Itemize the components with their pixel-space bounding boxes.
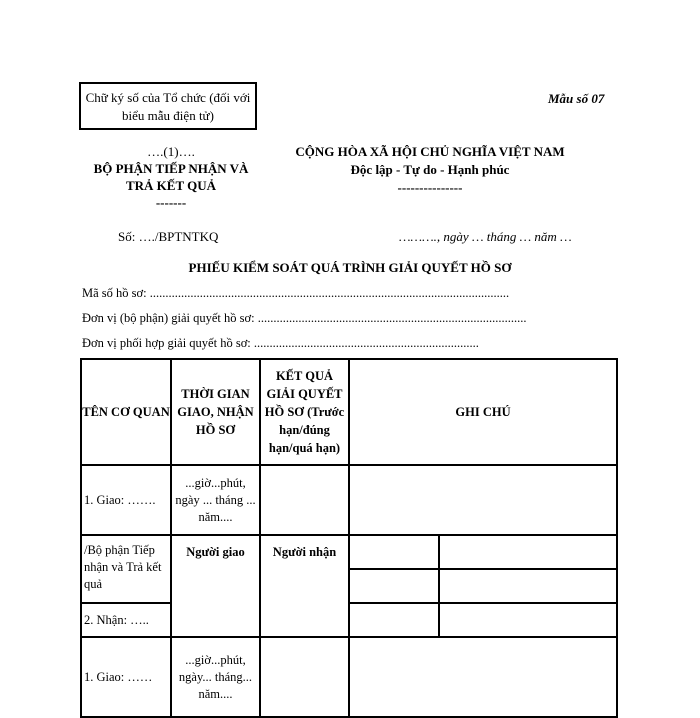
note-cell — [349, 569, 439, 603]
document-date: ………., ngày … tháng … năm … — [399, 229, 572, 244]
page-title: PHIẾU KIỂM SOÁT QUÁ TRÌNH GIẢI QUYẾT HỒ SƠ — [188, 260, 512, 275]
control-table — [80, 358, 618, 718]
form-number: Mẫu số 07 — [548, 91, 605, 106]
receiver-label: Người nhận — [260, 535, 349, 637]
header-note: GHI CHÚ — [349, 359, 617, 465]
row1-result — [260, 465, 349, 535]
row4-time: ...giờ...phút, ngày... tháng... năm.... — [171, 637, 260, 717]
row1-note — [349, 465, 617, 535]
giver-label: Người giao — [171, 535, 260, 637]
table-row — [81, 637, 617, 717]
row2-agency: /Bộ phận Tiếp nhận và Trả kết quả — [81, 535, 171, 603]
table-row — [81, 465, 617, 535]
agency-placeholder: ….(1)…. — [147, 144, 195, 159]
handling-unit-field: Đơn vị (bộ phận) giải quyết hồ sơ: ...................................................................................... — [82, 311, 527, 325]
header-agency: TÊN CƠ QUAN — [81, 359, 171, 465]
note-cell — [439, 603, 617, 637]
right-header-divider: --------------- — [397, 180, 463, 195]
row4-result — [260, 637, 349, 717]
row1-time: ...giờ...phút, ngày ... tháng ... năm.... — [171, 465, 260, 535]
national-header — [280, 143, 580, 197]
row1-agency: 1. Giao: ……. — [81, 465, 171, 535]
department-name-line2: TRẢ KẾT QUẢ — [125, 178, 217, 193]
file-code-field: Mã số hồ sơ: ................................................................................................................... — [82, 286, 510, 300]
left-header-divider: ------- — [155, 195, 187, 210]
coordinating-unit-field: Đơn vị phối hợp giải quyết hồ sơ: ........................................................................ — [82, 336, 479, 350]
left-header — [80, 143, 262, 211]
table-row — [81, 535, 617, 569]
note-cell — [349, 603, 439, 637]
header-time: THỜI GIAN GIAO, NHẬN HỒ SƠ — [171, 359, 260, 465]
department-name-line1: BỘ PHẬN TIẾP NHẬN VÀ — [93, 161, 249, 176]
table-row — [81, 603, 617, 637]
note-cell — [439, 535, 617, 569]
row4-note — [349, 637, 617, 717]
signature-box: Chữ ký số của Tổ chức (đối với biểu mẫu điện tử) — [79, 82, 257, 130]
row4-agency: 1. Giao: …… — [81, 637, 171, 717]
national-motto: Độc lập - Tự do - Hạnh phúc — [350, 162, 510, 177]
note-cell — [439, 569, 617, 603]
note-cell — [349, 535, 439, 569]
header-result: KẾT QUẢ GIẢI QUYẾT HỒ SƠ (Trước hạn/đúng hạn/quá hạn) — [260, 359, 349, 465]
country-name: CỘNG HÒA XÃ HỘI CHỦ NGHĨA VIỆT NAM — [295, 144, 565, 159]
document-number: Số: …./BPTNTKQ — [118, 229, 219, 244]
row3-agency: 2. Nhận: ….. — [81, 603, 171, 637]
table-header-row — [81, 359, 617, 465]
